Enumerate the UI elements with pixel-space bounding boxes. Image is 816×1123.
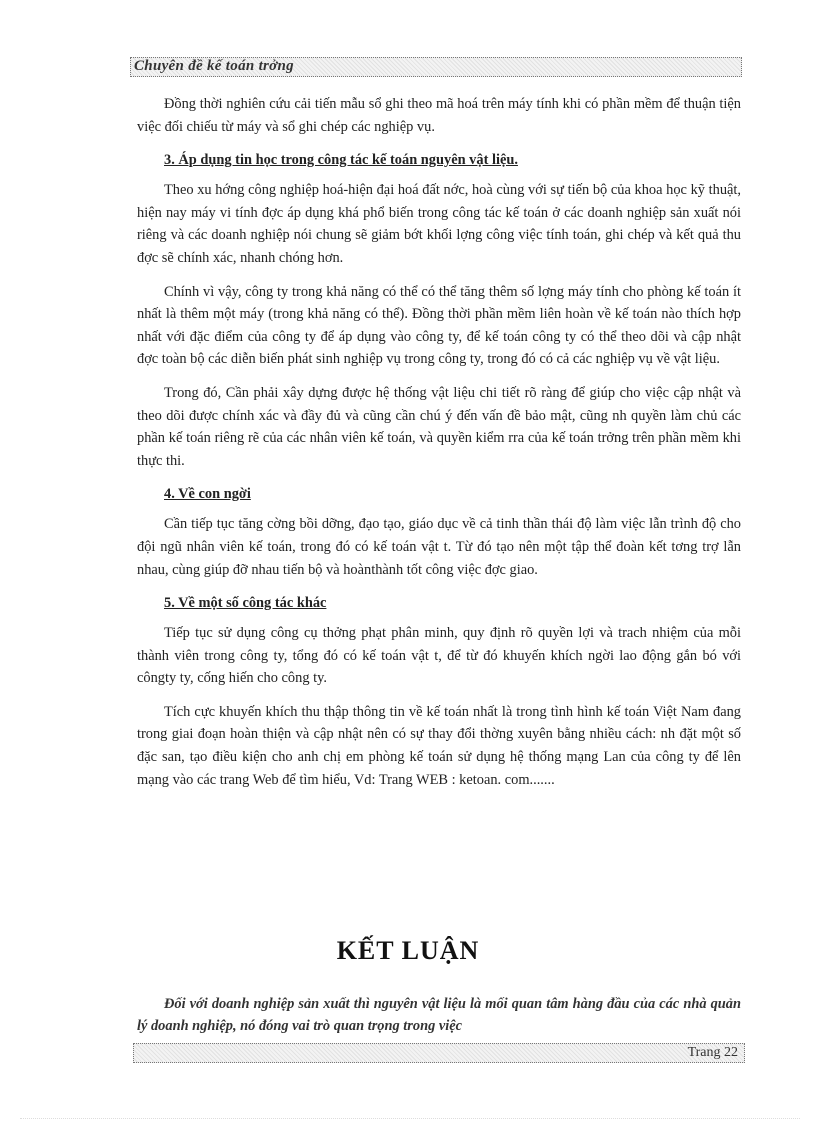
paragraph: Tiếp tục sử dụng công cụ thởng phạt phân minh, quy định rõ quyền lợi và trach nhiệm của mỗi thành viên trong công ty, tổng đó có kế toán vật t, để từ đó khuyến khích ngời lao động gắn bó với côngty ty, cống hiến cho công ty. [137, 625, 741, 687]
section-heading-label: 4. Về con ngời [164, 486, 251, 503]
section-heading-label: 5. Về một số công tác khác [164, 595, 327, 612]
paragraph: Trong đó, Cần phải xây dựng được hệ thống vật liệu chi tiết rõ ràng để giúp cho việc cập nhật và theo dõi được chính xác và đầy đủ và cũng cần chú ý đến vấn đề bảo mật, cũng nh quyền làm chủ các phần kế toán riêng rẽ của các nhân viên kế toán, và quyền kiểm rra của kế toán trởng trên phần mềm khi thực thi. [137, 384, 741, 469]
paragraph: Cần tiếp tục tăng cờng bồi dỡng, đạo tạo, giáo dục về cả tinh thần thái độ làm việc lẫn trình độ cho đội ngũ nhân viên kế toán, trong đó có kế toán vật t. Từ đó tạo nên một tập thể đoàn kết tơng trợ lẫn nhau, cùng giúp đỡ nhau tiến bộ và hoànthành tốt công việc đợc giao. [137, 516, 741, 578]
page-bottom-divider [20, 1118, 800, 1119]
header-title: Chuyên đề kế toán trởng [134, 58, 294, 74]
paragraph: Theo xu hớng công nghiệp hoá-hiện đại hoá đất nớc, hoà cùng với sự tiến bộ của khoa học kỹ thuật, hiện nay máy vi tính đợc áp dụng khá phổ biến trong công tác kế toán ở các doanh nghiệp sản xuất nói riêng và các doanh nghiệp nói chung sẽ giảm bớt khối lợng công việc tính toán, ghi chép và kết quả thu đợc sẽ chính xác, nhanh chóng hơn. [137, 182, 741, 266]
section-heading-4 [137, 483, 741, 505]
section-heading-5 [137, 592, 741, 614]
conclusion-text: Đối với doanh nghiệp sản xuất thì nguyên vật liệu là mối quan tâm hàng đầu của các nhà quản lý doanh nghiệp, nó đóng vai trò quan trọng trong việc [137, 996, 741, 1034]
footer-bar [133, 1043, 745, 1063]
paragraph: Đồng thời nghiên cứu cải tiến mẫu sổ ghi theo mã hoá trên máy tính khi có phần mềm để thuận tiện việc đối chiếu từ máy và sổ ghi chép các nghiệp vụ. [137, 96, 741, 135]
paragraph: Tích cực khuyến khích thu thập thông tin về kế toán nhất là trong tình hình kế toán Việt Nam đang trong giai đoạn hoàn thiện và cập nhật nên có sự thay đổi thờng xuyên bằng nhiều cách: nh đặt một số đặc san, tạo điều kiện cho anh chị em phòng kế toán sử dụng hệ thống mạng Lan của công ty để lên mạng vào các trang Web để tìm hiểu, Vd: Trang WEB : ketoan. com....... [137, 703, 741, 788]
section-heading-label: 3. Áp dụng tin học trong công tác kế toán nguyên vật liệu. [164, 152, 518, 169]
paragraph: Chính vì vậy, công ty trong khả năng có thể có thể tăng thêm số lợng máy tính cho phòng kế toán ít nhất là thêm một máy (trong khả năng có thể). Đồng thời phần mềm liên hoàn về kế toán nào thích hợp nhất với đặc điểm của công ty để áp dụng vào công ty, để kế toán công ty có thể theo dõi và cập nhật đợc toàn bộ các diễn biến phát sinh nghiệp vụ trong công ty, trong đó có cả các nghiệp vụ về vật liệu. [137, 283, 741, 368]
conclusion-title: KẾT LUẬN [336, 936, 480, 965]
page-number: Trang 22 [687, 1045, 738, 1060]
document-body [137, 93, 741, 802]
section-heading-3 [137, 149, 741, 171]
